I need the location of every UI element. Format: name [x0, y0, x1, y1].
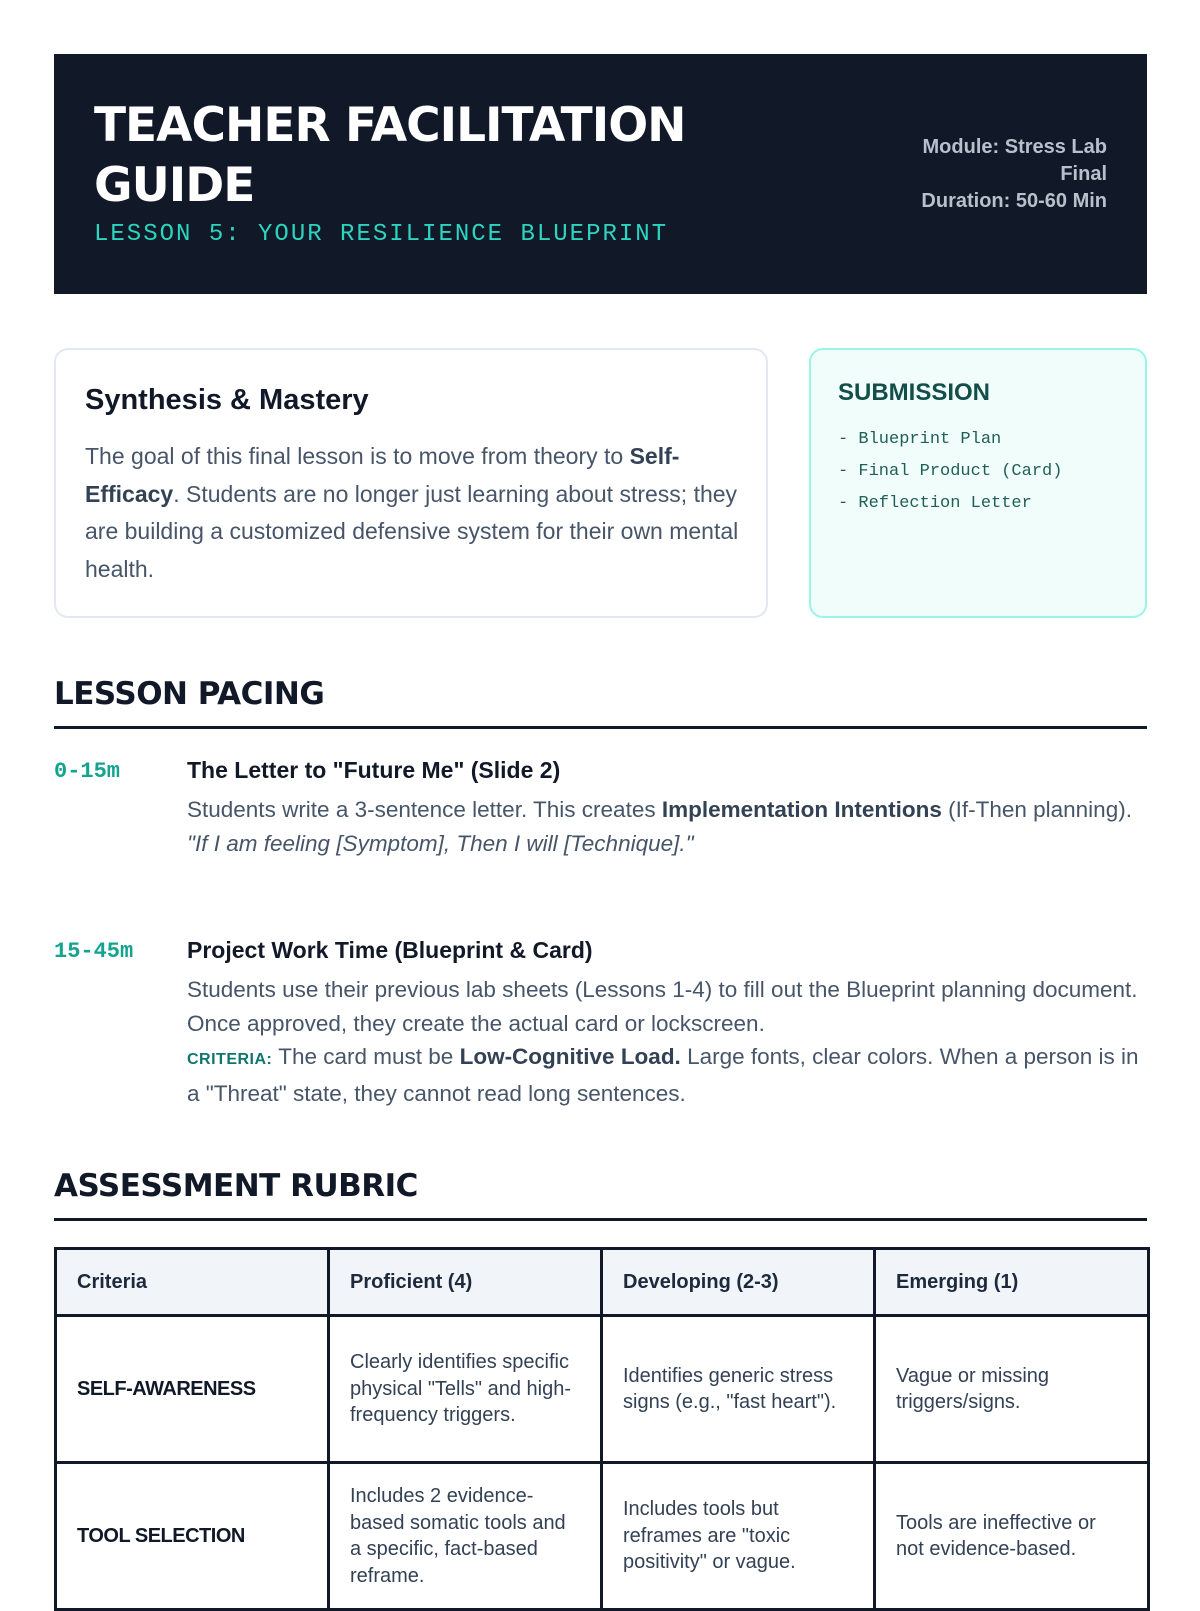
rubric-header-proficient: Proficient (4) — [329, 1249, 602, 1316]
pacing-desc-bold: Implementation Intentions — [661, 797, 942, 822]
pacing-item-title: Project Work Time (Blueprint & Card) — [187, 937, 593, 963]
rubric-table — [54, 1247, 1150, 1611]
rubric-emerging-cell: Vague or missing triggers/signs. — [875, 1316, 1149, 1463]
submission-item-blueprint: - Blueprint Plan — [838, 430, 1002, 449]
pacing-item-criteria — [187, 1040, 1147, 1110]
rubric-developing-cell: Includes tools but reframes are "toxic positivity" or vague. — [602, 1463, 875, 1610]
pacing-item-desc — [187, 793, 1147, 827]
pacing-desc-text-2: (If-Then planning). — [941, 797, 1132, 822]
lesson-subtitle: LESSON 5: YOUR RESILIENCE BLUEPRINT — [94, 221, 669, 248]
synthesis-card — [54, 348, 768, 618]
pacing-time-2: 15-45m — [54, 939, 134, 964]
rubric-header-emerging: Emerging (1) — [875, 1249, 1149, 1316]
synthesis-body-text-2: . Students are no longer just learning about stress; they are building a customized defensive system for their own mental health. — [85, 480, 739, 582]
synthesis-title: Synthesis & Mastery — [85, 384, 369, 416]
header-banner — [54, 54, 1147, 294]
rubric-proficient-cell: Clearly identifies specific physical "Tells" and high-frequency triggers. — [329, 1316, 602, 1463]
submission-item-final-product: - Final Product (Card) — [838, 462, 1063, 481]
rubric-criteria-cell: TOOL SELECTION — [56, 1463, 329, 1610]
table-row — [56, 1316, 1149, 1463]
rubric-criteria-cell: SELF-AWARENESS — [56, 1316, 329, 1463]
criteria-text-2: Large fonts, clear colors. When a person is in a "Threat" state, they cannot read long sentences. — [187, 1044, 1139, 1106]
pacing-item-2 — [187, 937, 1147, 1110]
submission-card — [809, 348, 1147, 618]
synthesis-body — [85, 438, 745, 588]
lesson-pacing-heading: LESSON PACING — [54, 676, 1147, 729]
meta-module: Module: Stress Lab — [922, 136, 1107, 158]
criteria-bold: Low-Cognitive Load. — [459, 1044, 681, 1069]
pacing-item-1 — [187, 757, 1147, 860]
pacing-time-1: 0-15m — [54, 759, 121, 784]
rubric-developing-cell: Identifies generic stress signs (e.g., "fast heart"). — [602, 1316, 875, 1463]
synthesis-body-bold: Self-Efficacy — [85, 443, 680, 507]
pacing-item-desc: Students use their previous lab sheets (Lessons 1-4) to fill out the Blueprint planning document. Once approved, they create the actual card or lockscreen. — [187, 977, 1138, 1036]
rubric-proficient-cell: Includes 2 evidence-based somatic tools and a specific, fact-based reframe. — [329, 1463, 602, 1610]
pacing-item-title: The Letter to "Future Me" (Slide 2) — [187, 757, 561, 783]
rubric-header-developing: Developing (2-3) — [602, 1249, 875, 1316]
submission-item-reflection: - Reflection Letter — [838, 494, 1032, 513]
rubric-header-criteria: Criteria — [56, 1249, 329, 1316]
assessment-rubric-heading: ASSESSMENT RUBRIC — [54, 1168, 1147, 1221]
criteria-label: CRITERIA: — [187, 1051, 273, 1068]
synthesis-body-text-1: The goal of this final lesson is to move from theory to — [85, 443, 630, 469]
submission-list — [838, 424, 1062, 520]
header-meta — [921, 134, 1107, 215]
rubric-header-row — [56, 1249, 1149, 1316]
meta-duration: Duration: 50-60 Min — [921, 190, 1107, 212]
rubric-emerging-cell: Tools are ineffective or not evidence-based. — [875, 1463, 1149, 1610]
criteria-text-1: The card must be — [272, 1044, 460, 1069]
meta-stage: Final — [1060, 163, 1107, 185]
submission-title: SUBMISSION — [838, 379, 991, 406]
table-row — [56, 1463, 1149, 1610]
pacing-item-quote: "If I am feeling [Symptom], Then I will [Technique]." — [187, 830, 694, 856]
page-title: TEACHER FACILITATION GUIDE — [94, 98, 686, 213]
pacing-desc-text-1: Students write a 3-sentence letter. This creates — [187, 797, 662, 822]
